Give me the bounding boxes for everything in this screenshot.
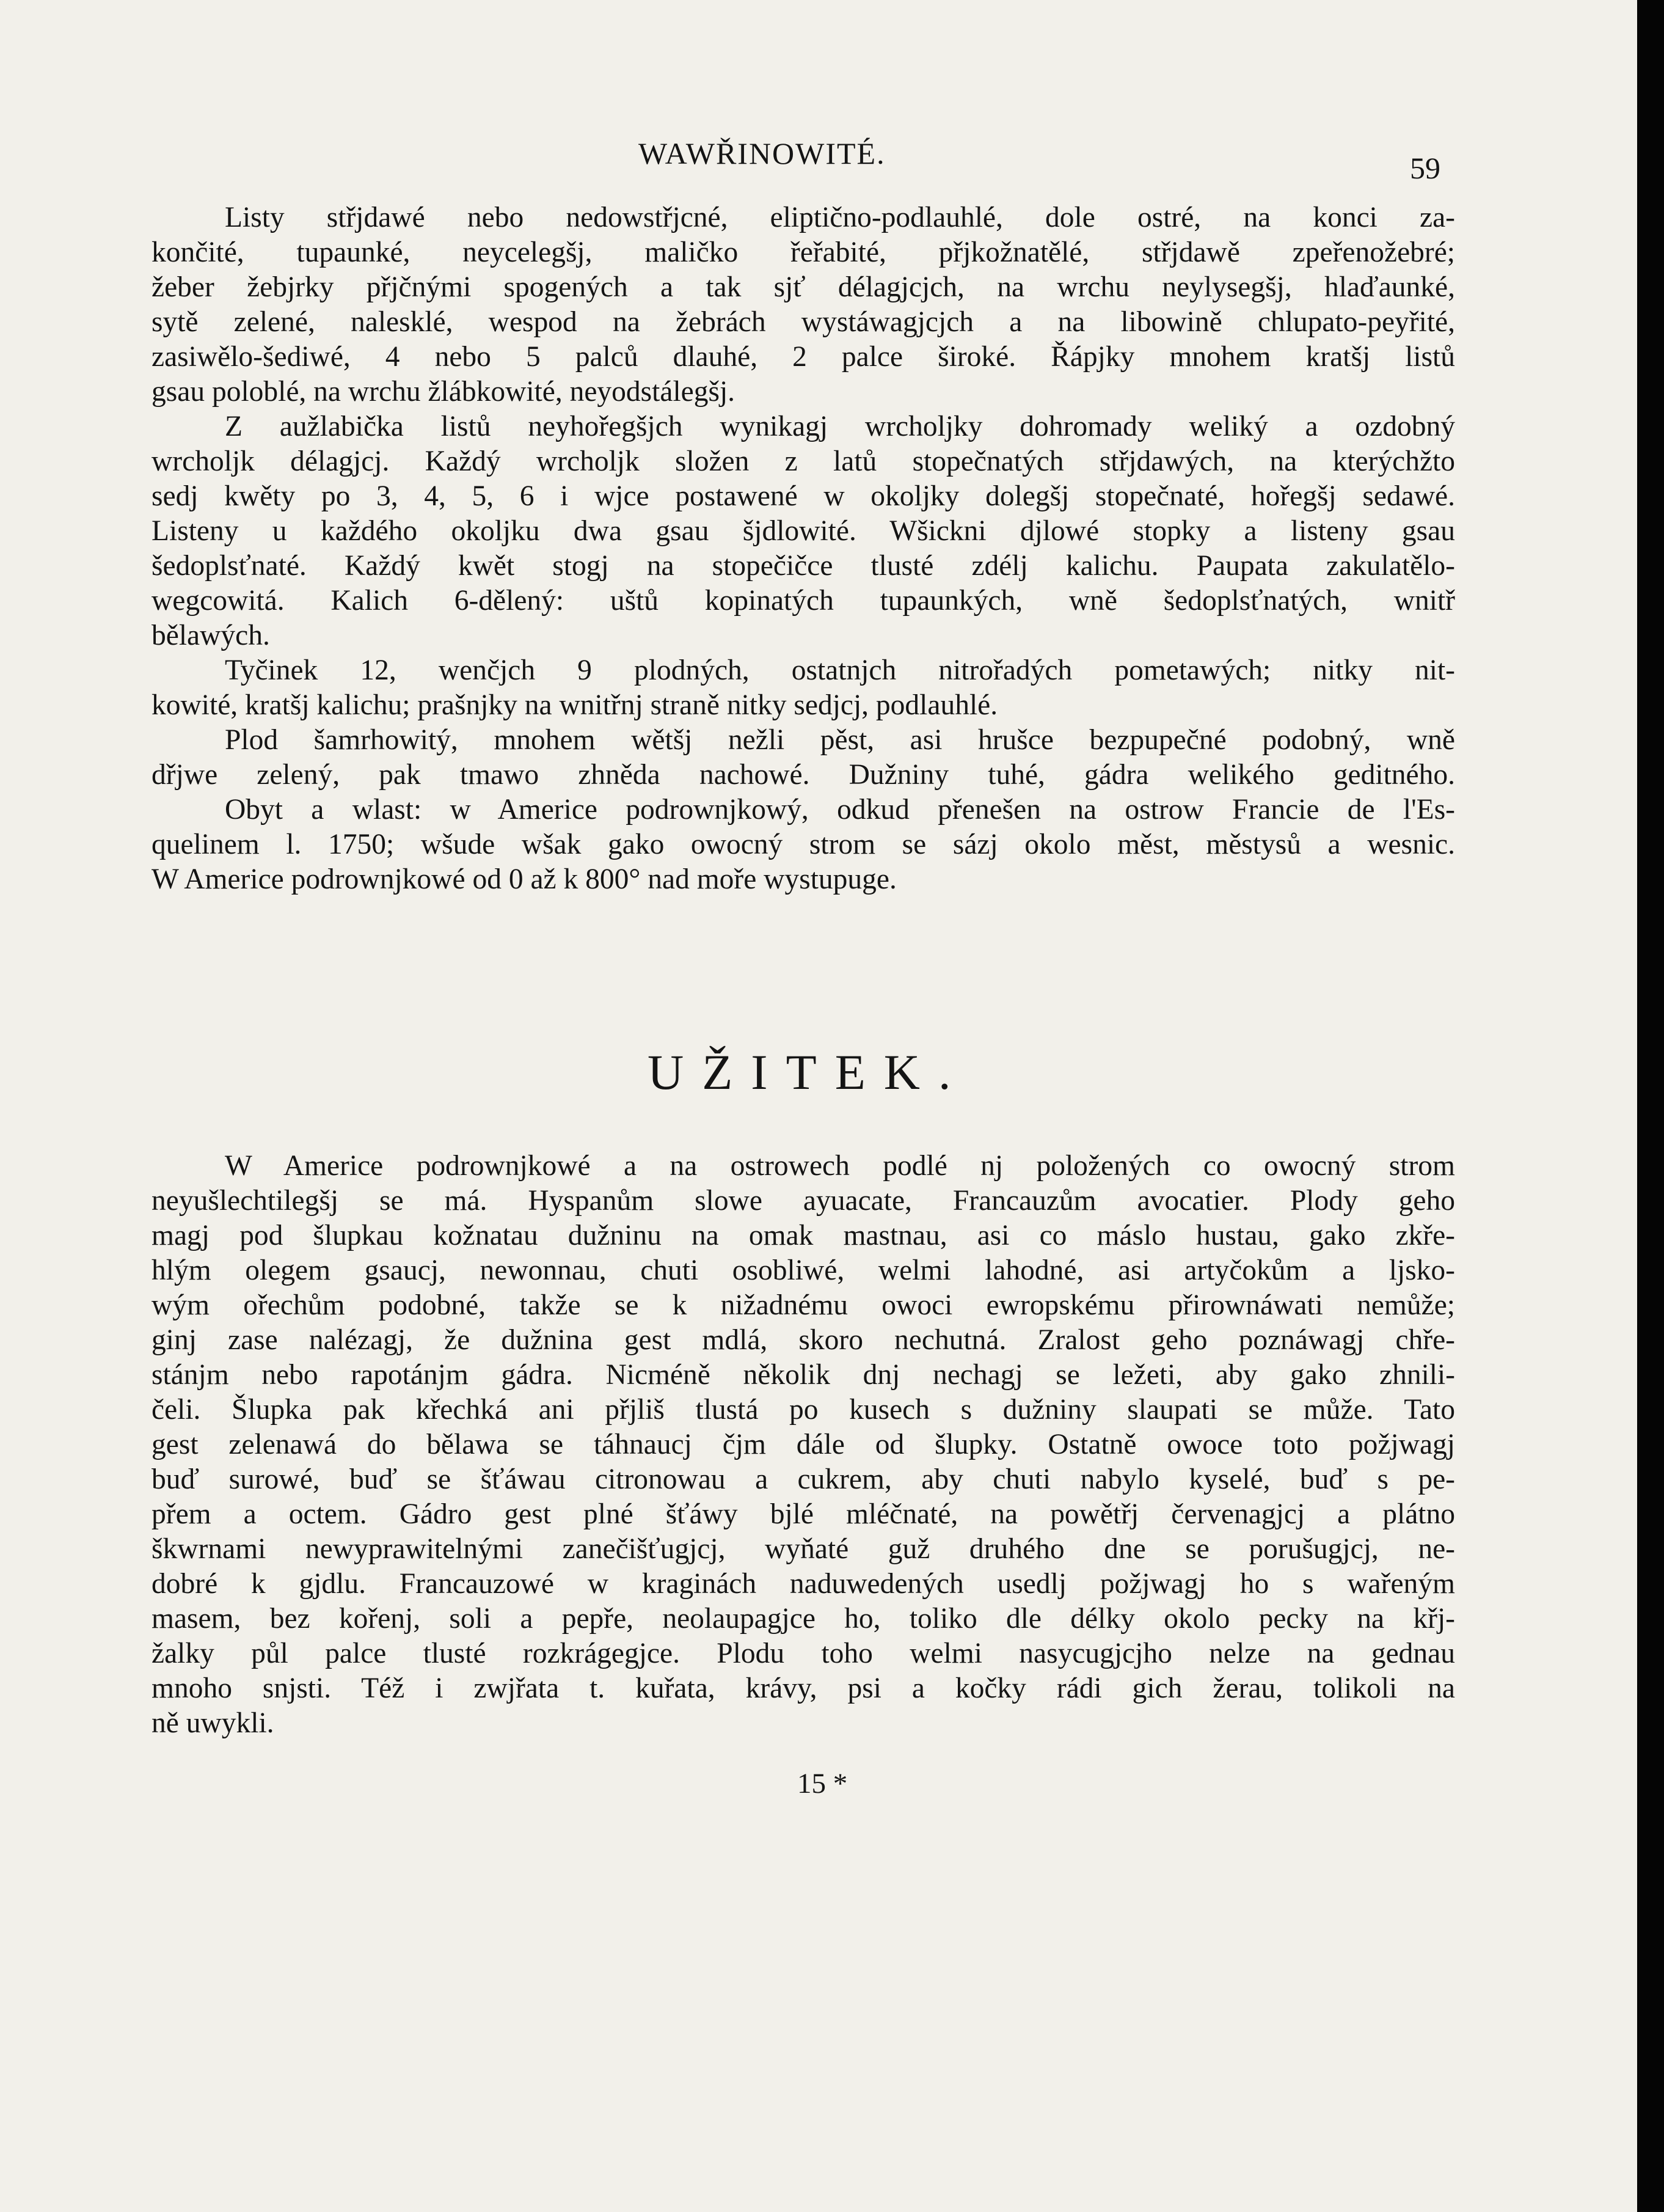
text-line: wým ořechům podobné, takže se k nižadnému owoci ewropskému přirownáwati nemůže; <box>151 1289 1455 1321</box>
text-line: Z aužlabička listů neyhořegšjch wynikagj wrcholjky dohromady weliký a ozdobný <box>225 411 1455 442</box>
text-line: quelinem l. 1750; wšude wšak gako owocný strom se sázj okolo měst, městysů a wesnic. <box>151 829 1455 860</box>
text-line: Obyt a wlast: w Americe podrownjkowý, odkud přenešen na ostrow Francie de l'Es- <box>225 794 1455 826</box>
text-line: stánjm nebo rapotánjm gádra. Nicméně několik dnj nechagj se ležeti, aby gako zhnili- <box>151 1359 1455 1391</box>
text-line: wrcholjk délagjcj. Každý wrcholjk složen z latů stopečnatých střjdawých, na kterýchžto <box>151 445 1455 477</box>
text-line: sytě zelené, nalesklé, wespod na žebrách wystáwagjcjch a na libowině chlupato-peyřité, <box>151 306 1455 338</box>
botanical-description <box>151 200 1455 897</box>
text-line: gest zelenawá do bělawa se táhnaucj čjm dále od šlupky. Ostatně owoce toto požjwagj <box>151 1429 1455 1460</box>
text-line: kowité, kratšj kalichu; prašnjky na wnitřnj straně nitky sedjcj, podlauhlé. <box>151 689 998 721</box>
running-head: WAWŘINOWITÉ. <box>638 136 886 170</box>
text-line: zasiwělo-šediwé, 4 nebo 5 palců dlauhé, 2 palce široké. Řápjky mnohem kratšj listů <box>151 341 1455 373</box>
text-line: wegcowitá. Kalich 6-dělený: uštů kopinatých tupaunkých, wně šedoplsťnatých, wnitř <box>151 585 1455 617</box>
text-line: Listeny u každého okoljku dwa gsau šjdlowité. Wšickni djlowé stopky a listeny gsau <box>151 515 1455 547</box>
text-line: bělawých. <box>151 620 270 651</box>
text-line: W Americe podrownjkowé a na ostrowech podlé nj položených co owocný strom <box>225 1150 1455 1182</box>
text-line: neyušlechtilegšj se má. Hyspanům slowe ayuacate, Francauzům avocatier. Plody geho <box>151 1185 1455 1217</box>
text-line: čeli. Šlupka pak křechká ani přjliš tlustá po kusech s dužniny slaupati se může. Tato <box>151 1394 1455 1426</box>
text-line: žeber žebjrky přjčnými spogených a tak sjť délagjcjch, na wrchu neylysegšj, hlaďaunké, <box>151 271 1455 303</box>
page-number: 59 <box>1410 151 1440 185</box>
text-line: dřjwe zelený, pak tmawo zhněda nachowé. Dužniny tuhé, gádra welikého geditného. <box>151 759 1455 791</box>
text-line: sedj kwěty po 3, 4, 5, 6 i wjce postawené w okoljky dolegšj stopečnaté, hořegšj sedawé. <box>151 480 1455 512</box>
text-line: Plod šamrhowitý, mnohem wětšj nežli pěst, asi hrušce bezpupečné podobný, wně <box>225 724 1455 756</box>
text-line: šedoplsťnaté. Každý kwět stogj na stopečičce tlusté zdélj kalichu. Paupata zakulatělo- <box>151 550 1455 582</box>
text-line: končité, tupaunké, neycelegšj, maličko řeřabité, přjkožnatělé, střjdawě zpeřenožebré; <box>151 236 1455 268</box>
text-line: buď surowé, buď se šťáwau citronowau a cukrem, aby chuti nabylo kyselé, buď s pe- <box>151 1463 1455 1495</box>
text-line: W Americe podrownjkowé od 0 až k 800° nad moře wystupuge. <box>151 863 897 895</box>
signature-mark: 15 * <box>797 1768 848 1800</box>
text-line: Tyčinek 12, wenčjch 9 plodných, ostatnjch nitrořadých pometawých; nitky nit- <box>225 654 1455 686</box>
section-heading: UŽITEK. <box>648 1044 969 1100</box>
scan-border <box>1637 0 1664 2212</box>
text-line: škwrnami newyprawitelnými zanečišťugjcj, wyňaté guž druhého dne se porušugjcj, ne- <box>151 1533 1455 1565</box>
text-line: přem a octem. Gádro gest plné šťáwy bjlé mléčnaté, na powětřj červenagjcj a plátno <box>151 1498 1455 1530</box>
usage-paragraph <box>151 1149 1455 1741</box>
text-line: mnoho snjsti. Též i zwjřata t. kuřata, krávy, psi a kočky rádi gich žerau, tolikoli na <box>151 1672 1455 1704</box>
text-line: dobré k gjdlu. Francauzowé w kraginách naduwedených usedlj požjwagj ho s wařeným <box>151 1568 1455 1600</box>
text-line: ně uwykli. <box>151 1707 274 1739</box>
text-line: masem, bez kořenj, soli a pepře, neolaupagjce ho, toliko dle délky okolo pecky na křj- <box>151 1603 1455 1635</box>
text-line: ginj zase nalézagj, že dužnina gest mdlá, skoro nechutná. Zralost geho poznáwagj chře- <box>151 1324 1455 1356</box>
text-line: žalky půl palce tlusté rozkrágegjce. Plodu toho welmi nasycugjcjho nelze na gednau <box>151 1638 1455 1669</box>
text-line: magj pod šlupkau kožnatau dužninu na omak mastnau, asi co máslo hustau, gako zkře- <box>151 1220 1455 1251</box>
text-line: hlým olegem gsaucj, newonnau, chuti osobliwé, welmi lahodné, asi artyčokům a ljsko- <box>151 1254 1455 1286</box>
text-line: gsau poloblé, na wrchu žlábkowité, neyodstálegšj. <box>151 376 735 408</box>
text-line: Listy střjdawé nebo nedowstřjcné, eliptično-podlauhlé, dole ostré, na konci za- <box>225 202 1455 233</box>
